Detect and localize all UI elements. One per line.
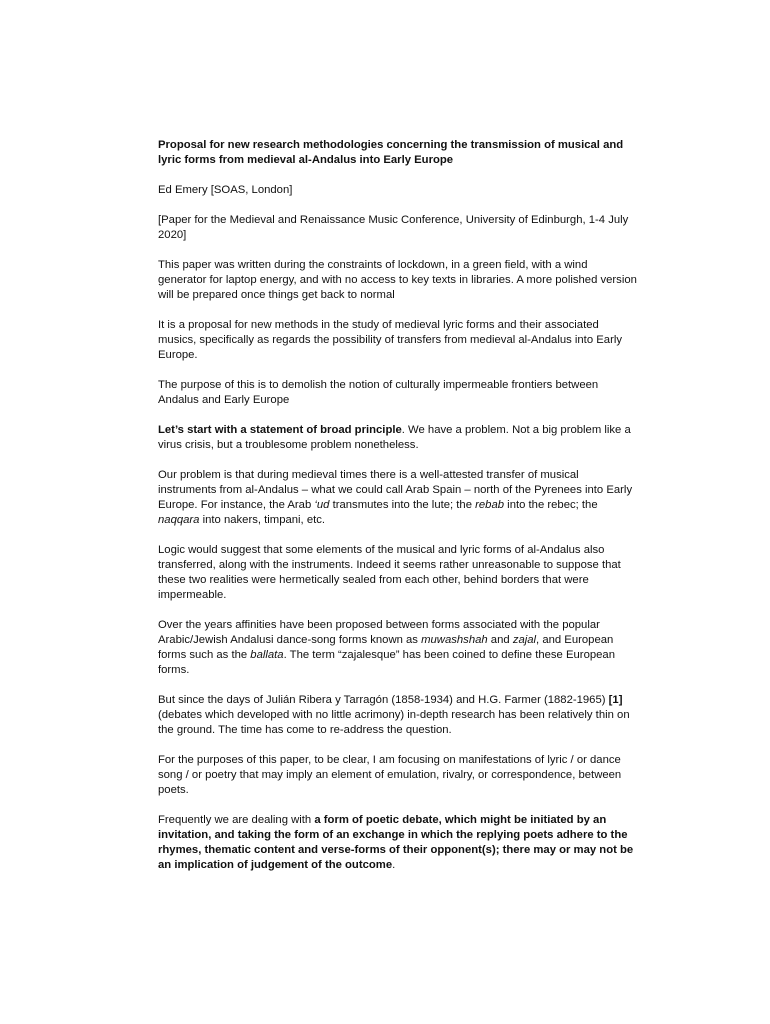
problem-text-1: Our problem is that during medieval times there is a well-attested transfer of musical instruments from al-Andalus – what we could call Arab Spain – north of the Pyrenees into Early Europe. For instance, the Arab bbox=[158, 469, 633, 511]
document-title: Proposal for new research methodologies concerning the transmission of musical and lyric forms from medieval al-Andalus into Early Europe bbox=[158, 139, 624, 166]
paragraph-ribera bbox=[158, 693, 638, 738]
author-line: Ed Emery [SOAS, London] bbox=[158, 184, 293, 196]
term-ballata: ballata bbox=[250, 649, 284, 661]
paragraph-affinities bbox=[158, 618, 638, 678]
term-rebab: rebab bbox=[475, 499, 505, 511]
debate-text-2: . bbox=[392, 859, 396, 871]
term-muwashshah: muwashshah bbox=[421, 634, 488, 646]
ribera-text-2: (debates which developed with no little acrimony) in-depth research has been relatively thin on the ground. The time has come to re-address the question. bbox=[158, 709, 630, 736]
term-zajal: zajal bbox=[512, 634, 537, 646]
paragraph-principle bbox=[158, 423, 638, 453]
document-page bbox=[158, 138, 638, 888]
affinities-text-1: Over the years affinities have been proposed between forms associated with the popular Arabic/Jewish Andalusi dance-song forms known as bbox=[158, 619, 600, 646]
paragraph-purpose: The purpose of this is to demolish the notion of culturally impermeable frontiers between Andalus and Early Europe bbox=[158, 379, 599, 406]
paragraph-purposes: For the purposes of this paper, to be clear, I am focusing on manifestations of lyric / or dance song / or poetry that may imply an element of emulation, rivalry, or correspondence, between poets. bbox=[158, 754, 622, 796]
problem-text-2: transmutes into the lute; the bbox=[329, 499, 476, 511]
paragraph-logic: Logic would suggest that some elements of the musical and lyric forms of al-Andalus also transferred, along with the instruments. Indeed it seems rather unreasonable to suppose that these two realities were hermetically sealed from each other, behind borders that were impermeable. bbox=[158, 544, 621, 601]
problem-text-4: into nakers, timpani, etc. bbox=[199, 514, 326, 526]
paragraph-lockdown: This paper was written during the constraints of lockdown, in a green field, with a wind generator for laptop energy, and with no access to key texts in libraries. A more polished version will be prepared once things get back to normal bbox=[158, 259, 637, 301]
paragraph-debate bbox=[158, 813, 638, 873]
problem-text-3: into the rebec; the bbox=[504, 499, 598, 511]
term-ud: ‘ud bbox=[314, 499, 330, 511]
conference-note: [Paper for the Medieval and Renaissance Music Conference, University of Edinburgh, 1-4 July 2020] bbox=[158, 214, 629, 241]
ribera-text-1: But since the days of Julián Ribera y Tarragón (1858-1934) and H.G. Farmer (1882-1965) bbox=[158, 694, 609, 706]
footnote-ref-1[interactable]: [1] bbox=[608, 694, 623, 706]
debate-bold: a form of poetic debate, which might be initiated by an invitation, and taking the form of an exchange in which the replying poets adhere to the rhymes, thematic content and verse-forms of their opponent(s); there may or may not be an implication of judgement of the outcome bbox=[158, 814, 634, 871]
affinities-text-2: and bbox=[487, 634, 513, 646]
paragraph-proposal: It is a proposal for new methods in the study of medieval lyric forms and their associated musics, specifically as regards the possibility of transfers from medieval al-Andalus into Early Europe. bbox=[158, 319, 622, 361]
principle-bold: Let’s start with a statement of broad principle bbox=[158, 424, 402, 436]
affinities-text-3: , and European forms such as the bbox=[158, 634, 614, 661]
principle-rest: . We have a problem. Not a big problem like a virus crisis, but a troublesome problem nonetheless. bbox=[158, 424, 631, 451]
paragraph-problem bbox=[158, 468, 638, 528]
term-naqqara: naqqara bbox=[158, 514, 200, 526]
debate-text-1: Frequently we are dealing with bbox=[158, 814, 315, 826]
affinities-text-4: . The term “zajalesque” has been coined to define these European forms. bbox=[158, 649, 615, 676]
